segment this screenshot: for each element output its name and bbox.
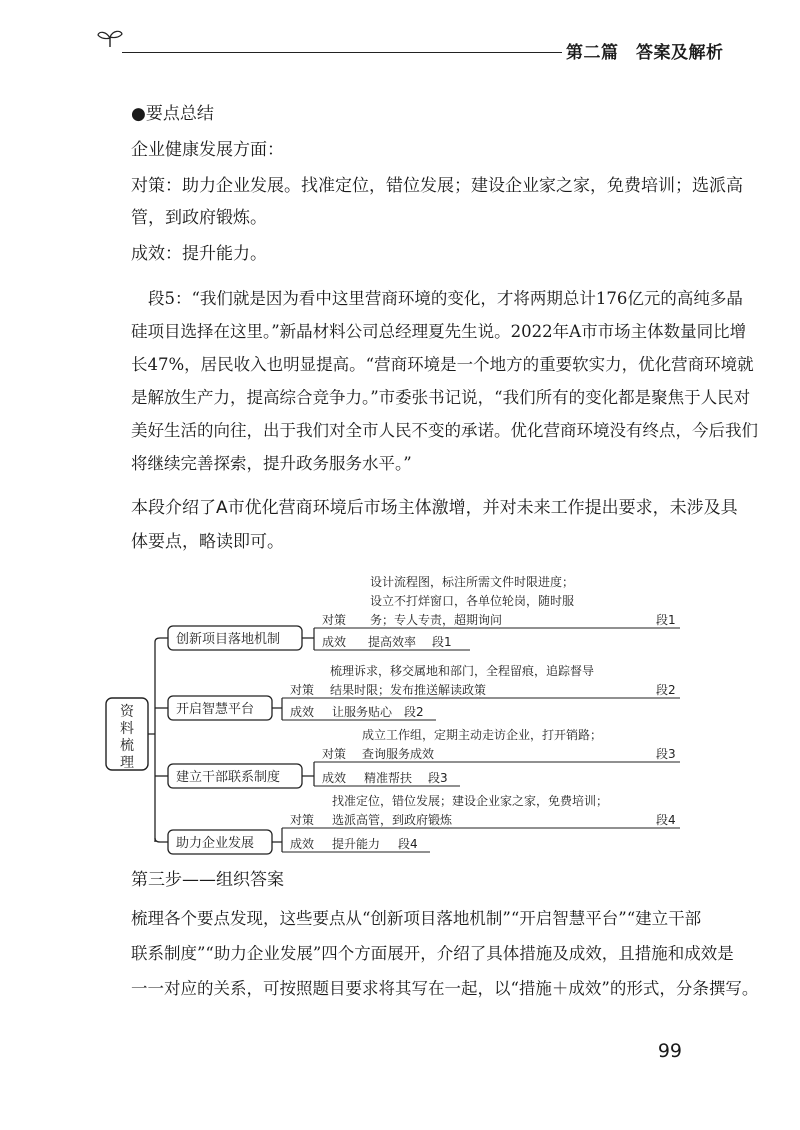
branch-4-result-ref: 段4 [398,837,418,851]
para5-line-5: 将继续完善探索，提升政务服务水平。” [131,454,412,473]
branch-1-measure-ref: 段1 [656,613,676,627]
branch-1-measure-line-0: 设计流程图，标注所需文件时限进度； [370,575,575,589]
branch-2-measure-line-0: 梳理诉求，移交属地和部门，全程留痕，追踪督导 [330,664,595,678]
branch-3-name: 建立干部联系制度 [176,770,281,785]
branch-3-measure-line-1: 查询服务成效 [362,747,435,761]
sprout-icon [96,28,124,48]
branch-1-measure-label: 对策 [322,613,347,627]
branch-1-measure-line-2: 务；专人专责，超期询问 [370,613,503,627]
analysis-line-1: 体要点，略读即可。 [131,532,284,552]
mindmap-root-char-1: 料 [120,721,134,737]
para5-line-0: 段5：“我们就是因为看中这里营商环境的变化，才将两期总计176亿元的高纯多晶 [148,289,743,308]
summary-result: 成效：提升能力。 [131,244,267,264]
branch-2-name: 开启智慧平台 [176,702,255,717]
branch-4-measure-line-1: 选派高管，到政府锻炼 [332,813,453,827]
branch-1-measure-line-1: 设立不打烊窗口，各单位轮岗，随时服 [370,594,575,608]
step3-title: 第三步——组织答案 [131,870,284,890]
branch-4-measure-line-0: 找准定位，错位发展；建设企业家之家，免费培训； [332,794,609,808]
summary-topic: 企业健康发展方面： [131,140,284,160]
mindmap-root-char-2: 梳 [120,738,134,754]
step3-line-2: 一一对应的关系，可按照题目要求将其写在一起，以“措施＋成效”的形式，分条撰写。 [131,979,759,998]
mindmap [0,560,800,870]
branch-1-name: 创新项目落地机制 [176,632,281,647]
mindmap-root-char-0: 资 [120,704,134,720]
branch-3-measure-ref: 段3 [656,747,676,761]
branch-1-result-label: 成效 [322,635,347,649]
summary-measures-line2: 管，到政府锻炼。 [131,208,267,228]
branch-2-result-ref: 段2 [404,705,424,719]
branch-4-measure-ref: 段4 [656,813,676,827]
branch-4-measure-label: 对策 [290,813,315,827]
branch-3-measure-label: 对策 [322,747,347,761]
branch-3-result-label: 成效 [322,771,347,785]
mindmap-root-char-3: 理 [120,755,134,771]
branch-4-result: 提升能力 [332,837,381,851]
branch-2-result: 让服务贴心 [332,705,393,719]
para5-line-3: 是解放生产力，提高综合竞争力。”市委张书记说，“我们所有的变化都是聚焦于人民对 [131,388,751,407]
branch-4-name: 助力企业发展 [176,836,255,851]
branch-2-measure-label: 对策 [290,683,315,697]
para5-line-2: 长47%，居民收入也明显提高。“营商环境是一个地方的重要软实力，优化营商环境就 [131,355,754,374]
branch-1-result: 提高效率 [368,635,417,649]
branch-1-result-ref: 段1 [432,635,452,649]
branch-3-result-ref: 段3 [428,771,448,785]
summary-heading: ●要点总结 [131,104,214,124]
branch-4-result-label: 成效 [290,837,315,851]
summary-measures-line1: 对策：助力企业发展。找准定位，错位发展；建设企业家之家，免费培训；选派高 [131,176,743,196]
branch-2-measure-ref: 段2 [656,683,676,697]
step3-line-1: 联系制度”“助力企业发展”四个方面展开，介绍了具体措施及成效，且措施和成效是 [131,944,734,963]
analysis-line-0: 本段介绍了A市优化营商环境后市场主体激增，并对未来工作提出要求，未涉及具 [131,498,738,518]
step3-line-0: 梳理各个要点发现，这些要点从“创新项目落地机制”“开启智慧平台”“建立干部 [131,909,702,928]
para5-line-1: 硅项目选择在这里。”新晶材料公司总经理夏先生说。2022年A市市场主体数量同比增 [131,322,747,341]
branch-2-measure-line-1: 结果时限；发布推送解读政策 [330,683,487,697]
branch-2-result-label: 成效 [290,705,315,719]
para5-line-4: 美好生活的向往，出于我们对全市人民不变的承诺。优化营商环境没有终点，今后我们 [131,421,758,440]
page-number: 99 [657,1040,682,1062]
section-title: 第二篇 答案及解析 [566,43,724,63]
branch-3-measure-line-0: 成立工作组，定期主动走访企业，打开销路； [362,728,603,742]
branch-3-result: 精准帮扶 [364,771,413,785]
header-rule [122,52,562,53]
